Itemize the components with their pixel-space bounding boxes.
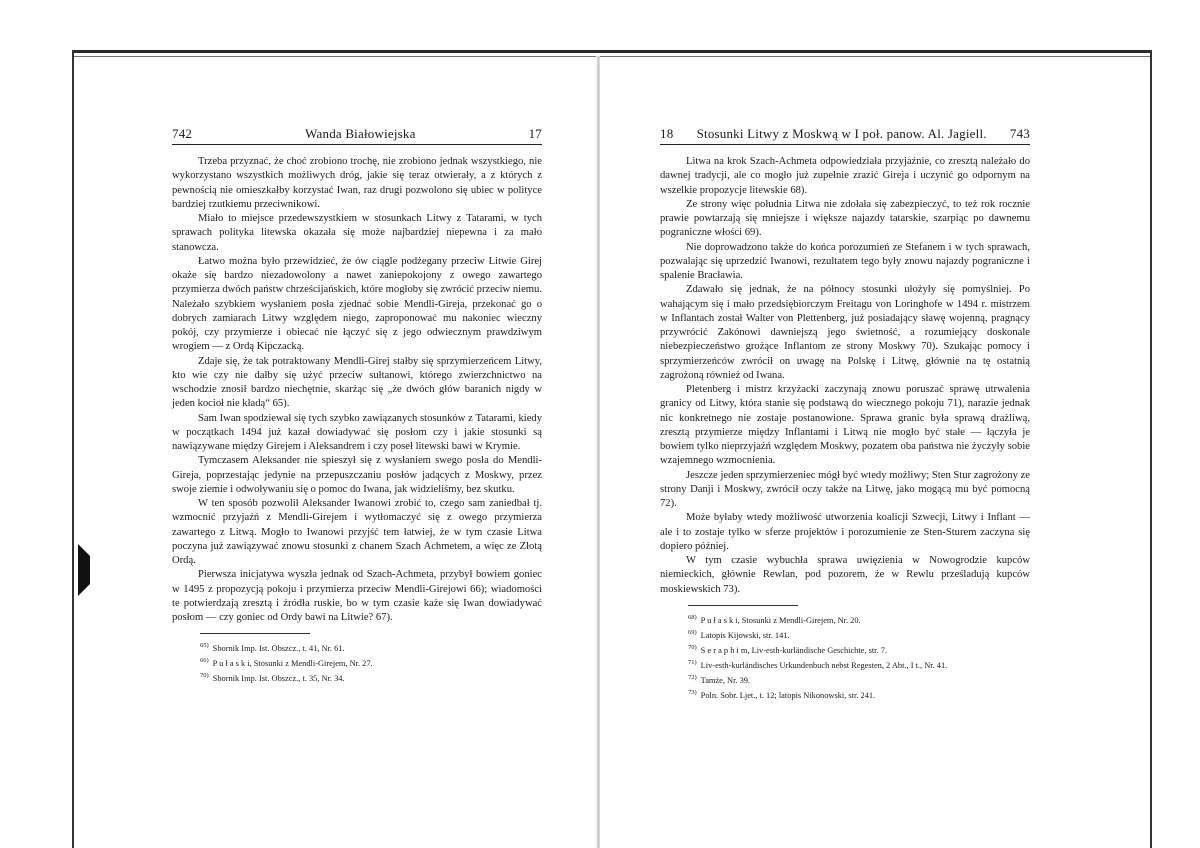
paragraph: Sam Iwan spodziewał się tych szybko zawiązanych stosunków z Tatarami, kiedy w początkach 1494 już kazał dowiadywać się posłom czy i jakie stosunki są nawiązywane między Girejem i Aleksandrem i czy poseł litewski bawi w Krymie. [172, 412, 542, 452]
footnote-text: P u ł a s k i, Stosunki z Mendli-Girejem, Nr. 20. [700, 615, 861, 625]
paragraph: Łatwo można było przewidzieć, że ów ciągle podżegany przeciw Litwie Girej okaże się bardzo niezadowolony a nawet zaniepokojony z owego zawartego przymierza dwóch państw chrześcijańskich, które mogłoby się zwrócić przeciw niemu. Należało szybkiem wysłaniem posła zjednać sobie Mendli-Gireja, przekonać go o dobrych zamiarach Litwy względem niego, zaproponować mu nakoniec wieczny pokój, czy przymierze i obiecać nie łączyć się z jego odwiecznym prawdziwym wrogiem — z Ordą Kipczacką. [172, 255, 542, 353]
footnote-text: Liv-esth-kurländisches Urkundenbuch nebst Regesten, 2 Abt., I t., Nr. 41. [700, 660, 948, 670]
footnote-text: Sbornik Imp. Ist. Obszcz., t. 41, Nr. 61. [212, 644, 345, 654]
footnote [688, 642, 1030, 657]
left-running-head [172, 126, 542, 145]
footnote-number: 71) [688, 658, 697, 666]
paragraph: Jeszcze jeden sprzymierzeniec mógł być wtedy możliwy; Sten Stur zagrożony ze strony Danji i Moskwy, zwrócił oczy także na Litwę, jako mogącą mu być pomocną 72). [660, 469, 1030, 509]
left-footnotes [200, 640, 542, 685]
left-inner-number: 17 [528, 126, 542, 141]
spread-left-edge [72, 50, 74, 848]
paragraph: Może byłaby wtedy możliwość utworzenia koalicji Szwecji, Litwy i Inflant — ale i to zostaje tylko w sferze projektów i porozumienie ze Sten-Sturem zaczyna się dopiero później. [660, 512, 1030, 552]
right-running-title: Stosunki Litwy z Moskwą w I poł. panow. Al. Jagiell. [696, 126, 987, 141]
footnote-number: 70) [200, 672, 209, 680]
footnote [688, 627, 1030, 642]
right-footnotes [688, 612, 1030, 702]
footnote [688, 612, 1030, 627]
paragraph: Litwa na krok Szach-Achmeta odpowiedziała przyjaźnie, co zresztą należało do dawnej tradycji, ale co mogło już zupełnie zrazić Gireja i uczynić go odpornym na wszelkie propozycje litewskie 68). [660, 156, 1030, 196]
paragraph: Miało to miejsce przedewszystkiem w stosunkach Litwy z Tatarami, w tych sprawach polityka litewska okazała się może najbardziej niepewna i za mało stanowcza. [172, 213, 542, 253]
footnote-text: Sbornik Imp. Ist. Obszcz., t. 35, Nr. 34. [212, 674, 345, 684]
right-page-number: 743 [1009, 126, 1030, 141]
paragraph: W tym czasie wybuchła sprawa uwięzienia w Nowogrodzie kupców niemieckich, głównie Rewlan, pod pozorem, że w Rewlu prześladują kupców moskiewskich 73). [660, 555, 1030, 595]
footnote [688, 657, 1030, 672]
footnote [200, 640, 542, 655]
footnote-text: Latopis Kijowski, str. 141. [700, 630, 790, 640]
footnote-number: 73) [688, 688, 697, 696]
paragraph: W ten sposób pozwolił Aleksander Iwanowi zrobić to, czego sam zaniedbał tj. wzmocnić przyjaźń z Mendli-Girejem i wytłomaczyć się z owego przymierza zawartego z Litwą. Mogło to Iwanowi przyjść tem łatwiej, że w tym czasie Litwa poczyna już zawiązywać znowu stosunki z chanem Szach Achmetem, a więc ze Złotą Ordą. [172, 498, 542, 566]
right-inner-number: 18 [660, 126, 674, 141]
paragraph: Ze strony więc południa Litwa nie zdołała się zabezpieczyć, to też rok rocznie prawie powtarzają się mniejsze i większe najazdy tatarskie, szarpiąc po dawnemu pograniczne włości 69). [660, 198, 1030, 239]
spread-top-edge [72, 50, 1152, 53]
spread-right-edge [1150, 50, 1152, 848]
footnote-number: 65) [200, 642, 209, 650]
footnote-number: 66) [200, 657, 209, 665]
footnote-number: 69) [688, 628, 697, 636]
left-page-number: 742 [172, 126, 193, 141]
left-page [172, 126, 542, 685]
binding-clip-icon [78, 540, 92, 598]
left-running-title: Wanda Białowiejska [305, 126, 416, 141]
footnote-text: P u ł a s k i, Stosunki z Mendli-Girejem, Nr. 27. [212, 659, 373, 669]
footnote-number: 70) [688, 643, 697, 651]
footnote-number: 68) [688, 613, 697, 621]
book-gutter [596, 56, 600, 848]
right-running-head [660, 126, 1030, 145]
footnote [688, 687, 1030, 702]
paragraph: Tymczasem Aleksander nie spieszył się z wysłaniem swego posła do Mendli-Gireja, poprzestając jedynie na przepuszczaniu posłów jadących z Moskwy, przez swoje ziemie i odwoływaniu się o pomoc do Iwana, jak widzieliśmy, bez skutku. [172, 455, 542, 495]
spread-top-edge-inner [72, 56, 1152, 57]
footnote-text: Tamże, Nr. 39. [700, 675, 751, 685]
footnote-rule [200, 633, 310, 634]
paragraph: Zdawało się jednak, że na północy stosunki ułożyły się pomyślniej. Po wahającym się i mało przedsiębiorczym Freitagu von Loringhofe w 1494 r. mistrzem w Inflantach został Walter von Plettenberg, już posiadający sławę wojenną, pragnący przywrócić Zakónowi dawniejszą jego świetność, a rozumiejący doskonale niebezpieczeństwo grożące Inflantom ze strony Moskwy 70). Szukając pomocy i sprzymierzeńców zwrócił on uwagę na Polskę i Litwę, głównie na tę ostatnią zagrożoną również od Iwana. [660, 284, 1030, 381]
footnote-rule [688, 605, 798, 606]
footnote [200, 655, 542, 670]
footnote [688, 672, 1030, 687]
paragraph: Nie doprowadzono także do końca porozumień ze Stefanem i w tych sprawach, pozwalając się uprzedzić Iwanowi, rezultatem tego były znowu najazdy pograniczne i spalenie Bracławia. [660, 241, 1030, 281]
paragraph: Pletenberg i mistrz krzyżacki zaczynają znowu poruszać sprawę utrwalenia granicy od Litwy, która stanie się podstawą do wiecznego pokoju 71), narazie jednak nic konkretnego nie zostaje postanowione. Sprawa granic była sprawą drażliwą, zresztą przymierze między Inflantami i Litwą nie mogło być stałe — łączyła je bowiem tylko nieprzyjaźń względem Moskwy, pozatem oba państwa nie życzyły sobie wzajemnego wzmocnienia. [660, 384, 1030, 467]
footnote-number: 72) [688, 673, 697, 681]
footnote [200, 670, 542, 685]
footnote-text: Poln. Sobr. Ljet., t. 12; latopis Nikonowski, str. 241. [700, 690, 876, 700]
paragraph: Pierwsza inicjatywa wyszła jednak od Szach-Achmeta, przybył bowiem goniec w 1495 z propozycją pokoju i przymierza przeciw Mendli-Girejowi 66); wiadomości te potwierdzają zresztą i źródła ruskie, bo w tym czasie każe się Iwan dowiadywać posłom — czy goniec od Ordy bawi na Litwie? 67). [172, 569, 542, 623]
right-page [660, 126, 1030, 702]
footnote-text: S e r a p h i m, Liv-esth-kurländische Geschichte, str. 7. [700, 645, 887, 655]
paragraph: Zdaje się, że tak potraktowany Mendli-Girej stałby się sprzymierzeńcem Litwy, kto wie czy nie dałby się użyć przeciw sułtanowi, którego zwierzchnictwo na wschodzie znosił bardzo niechętnie, skarżąc się „że dwóch głów baranich nigdy w jeden kocioł nie kładą“ 65). [172, 355, 542, 410]
paragraph: Trzeba przyznać, że choć zrobiono trochę, nie zrobiono jednak wszystkiego, nie wykorzystano wszystkich możliwych dróg, jakie się teraz otwierały, a z których z pewnością nie omieszkałby korzystać Iwan, raz drugi pozwolono się ubiec w polityce bardziej rzutkiemu przeciwnikowi. [172, 156, 542, 210]
